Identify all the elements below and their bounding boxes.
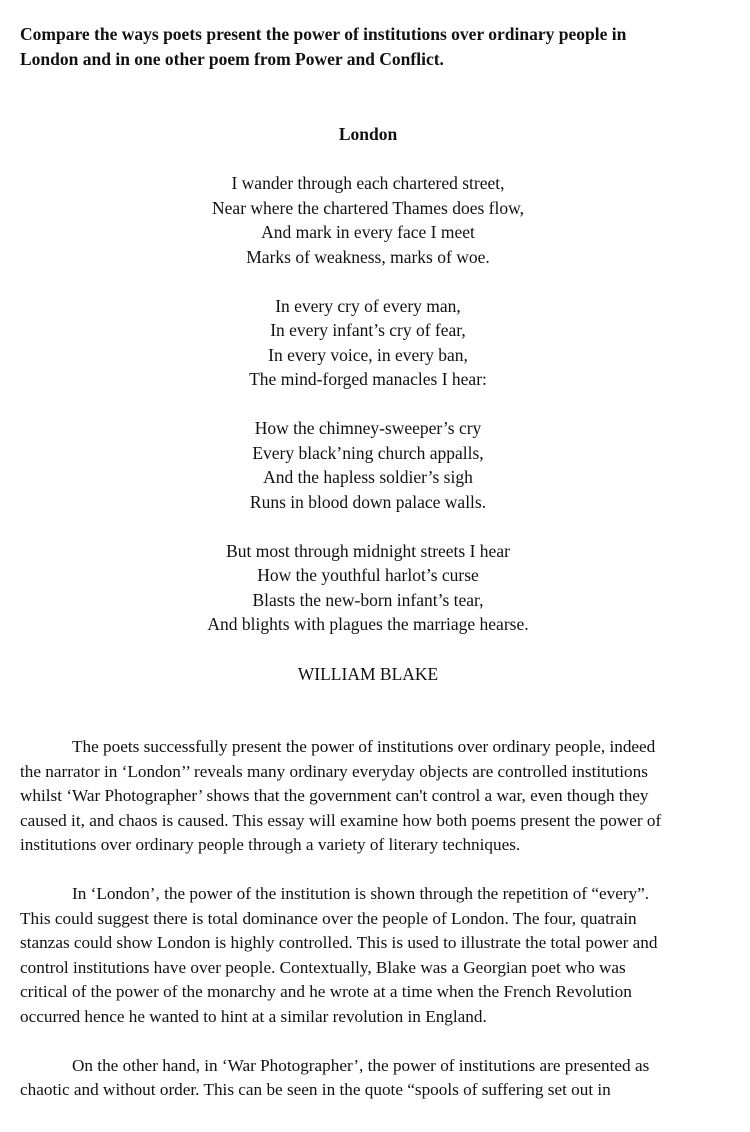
poem-line: How the chimney-sweeper’s cry <box>254 418 482 438</box>
poem-line: Near where the chartered Thames does flow, <box>212 197 524 218</box>
poem-line: How the youthful harlot’s curse <box>257 565 479 585</box>
poem-stanza <box>0 171 736 269</box>
poem-line: Blasts the new-born infant’s tear, <box>252 589 484 610</box>
essay-line: the narrator in ‘London’’ reveals many ordinary everyday objects are controlled institutions <box>20 761 648 781</box>
poem-line: And mark in every face I meet <box>261 222 475 242</box>
essay-line: On the other hand, in ‘War Photographer’, the power of institutions are presented as <box>72 1055 650 1075</box>
poem-line: In every cry of every man, <box>275 295 461 316</box>
poem-line: I wander through each chartered street, <box>231 173 505 193</box>
essay-line: chaotic and without order. This can be seen in the quote “spools of suffering set out in <box>20 1080 611 1099</box>
essay-paragraph <box>20 735 732 858</box>
poem-line: And the hapless soldier’s sigh <box>263 467 473 487</box>
essay-line: stanzas could show London is highly controlled. This is used to illustrate the total power and <box>20 933 658 952</box>
essay-body <box>20 735 732 1127</box>
essay-paragraph <box>20 1054 732 1103</box>
poem-author: WILLIAM BLAKE <box>297 664 439 684</box>
question-line: London and in one other poem from Power and Conflict. <box>20 49 444 69</box>
poem-title: London <box>338 124 398 144</box>
essay-line: occurred hence he wanted to hint at a similar revolution in England. <box>20 1006 487 1026</box>
poem-line: In every infant’s cry of fear, <box>270 320 466 340</box>
poem-line: And blights with plagues the marriage hearse. <box>207 614 529 634</box>
poem-line: Marks of weakness, marks of woe. <box>246 246 490 267</box>
poem-stanza <box>0 416 736 514</box>
essay-question <box>20 22 730 72</box>
poem-line: The mind-forged manacles I hear: <box>249 369 487 389</box>
essay-line: The poets successfully present the power of institutions over ordinary people, indeed <box>72 737 656 756</box>
poem-stanza <box>0 294 736 392</box>
essay-line: caused it, and chaos is caused. This essay will examine how both poems present the power of <box>20 810 662 830</box>
essay-line: In ‘London’, the power of the institution is shown through the repetition of “every”. <box>72 884 650 903</box>
poem-line: Every black’ning church appalls, <box>252 442 484 463</box>
poem-stanza <box>0 539 736 637</box>
poem-line: Runs in blood down palace walls. <box>249 491 487 512</box>
poem-text <box>0 171 736 661</box>
essay-line: This could suggest there is total dominance over the people of London. The four, quatrain <box>20 908 637 928</box>
essay-line: whilst ‘War Photographer’ shows that the government can't control a war, even though they <box>20 786 649 805</box>
essay-line: critical of the power of the monarchy and he wrote at a time when the French Revolution <box>20 982 632 1001</box>
question-line: Compare the ways poets present the power of institutions over ordinary people in <box>20 24 627 44</box>
poem-line: But most through midnight streets I hear <box>226 540 510 561</box>
essay-paragraph <box>20 882 732 1029</box>
essay-line: institutions over ordinary people through a variety of literary techniques. <box>20 835 521 854</box>
essay-line: control institutions have over people. Contextually, Blake was a Georgian poet who was <box>20 957 626 977</box>
poem-line: In every voice, in every ban, <box>268 344 468 365</box>
